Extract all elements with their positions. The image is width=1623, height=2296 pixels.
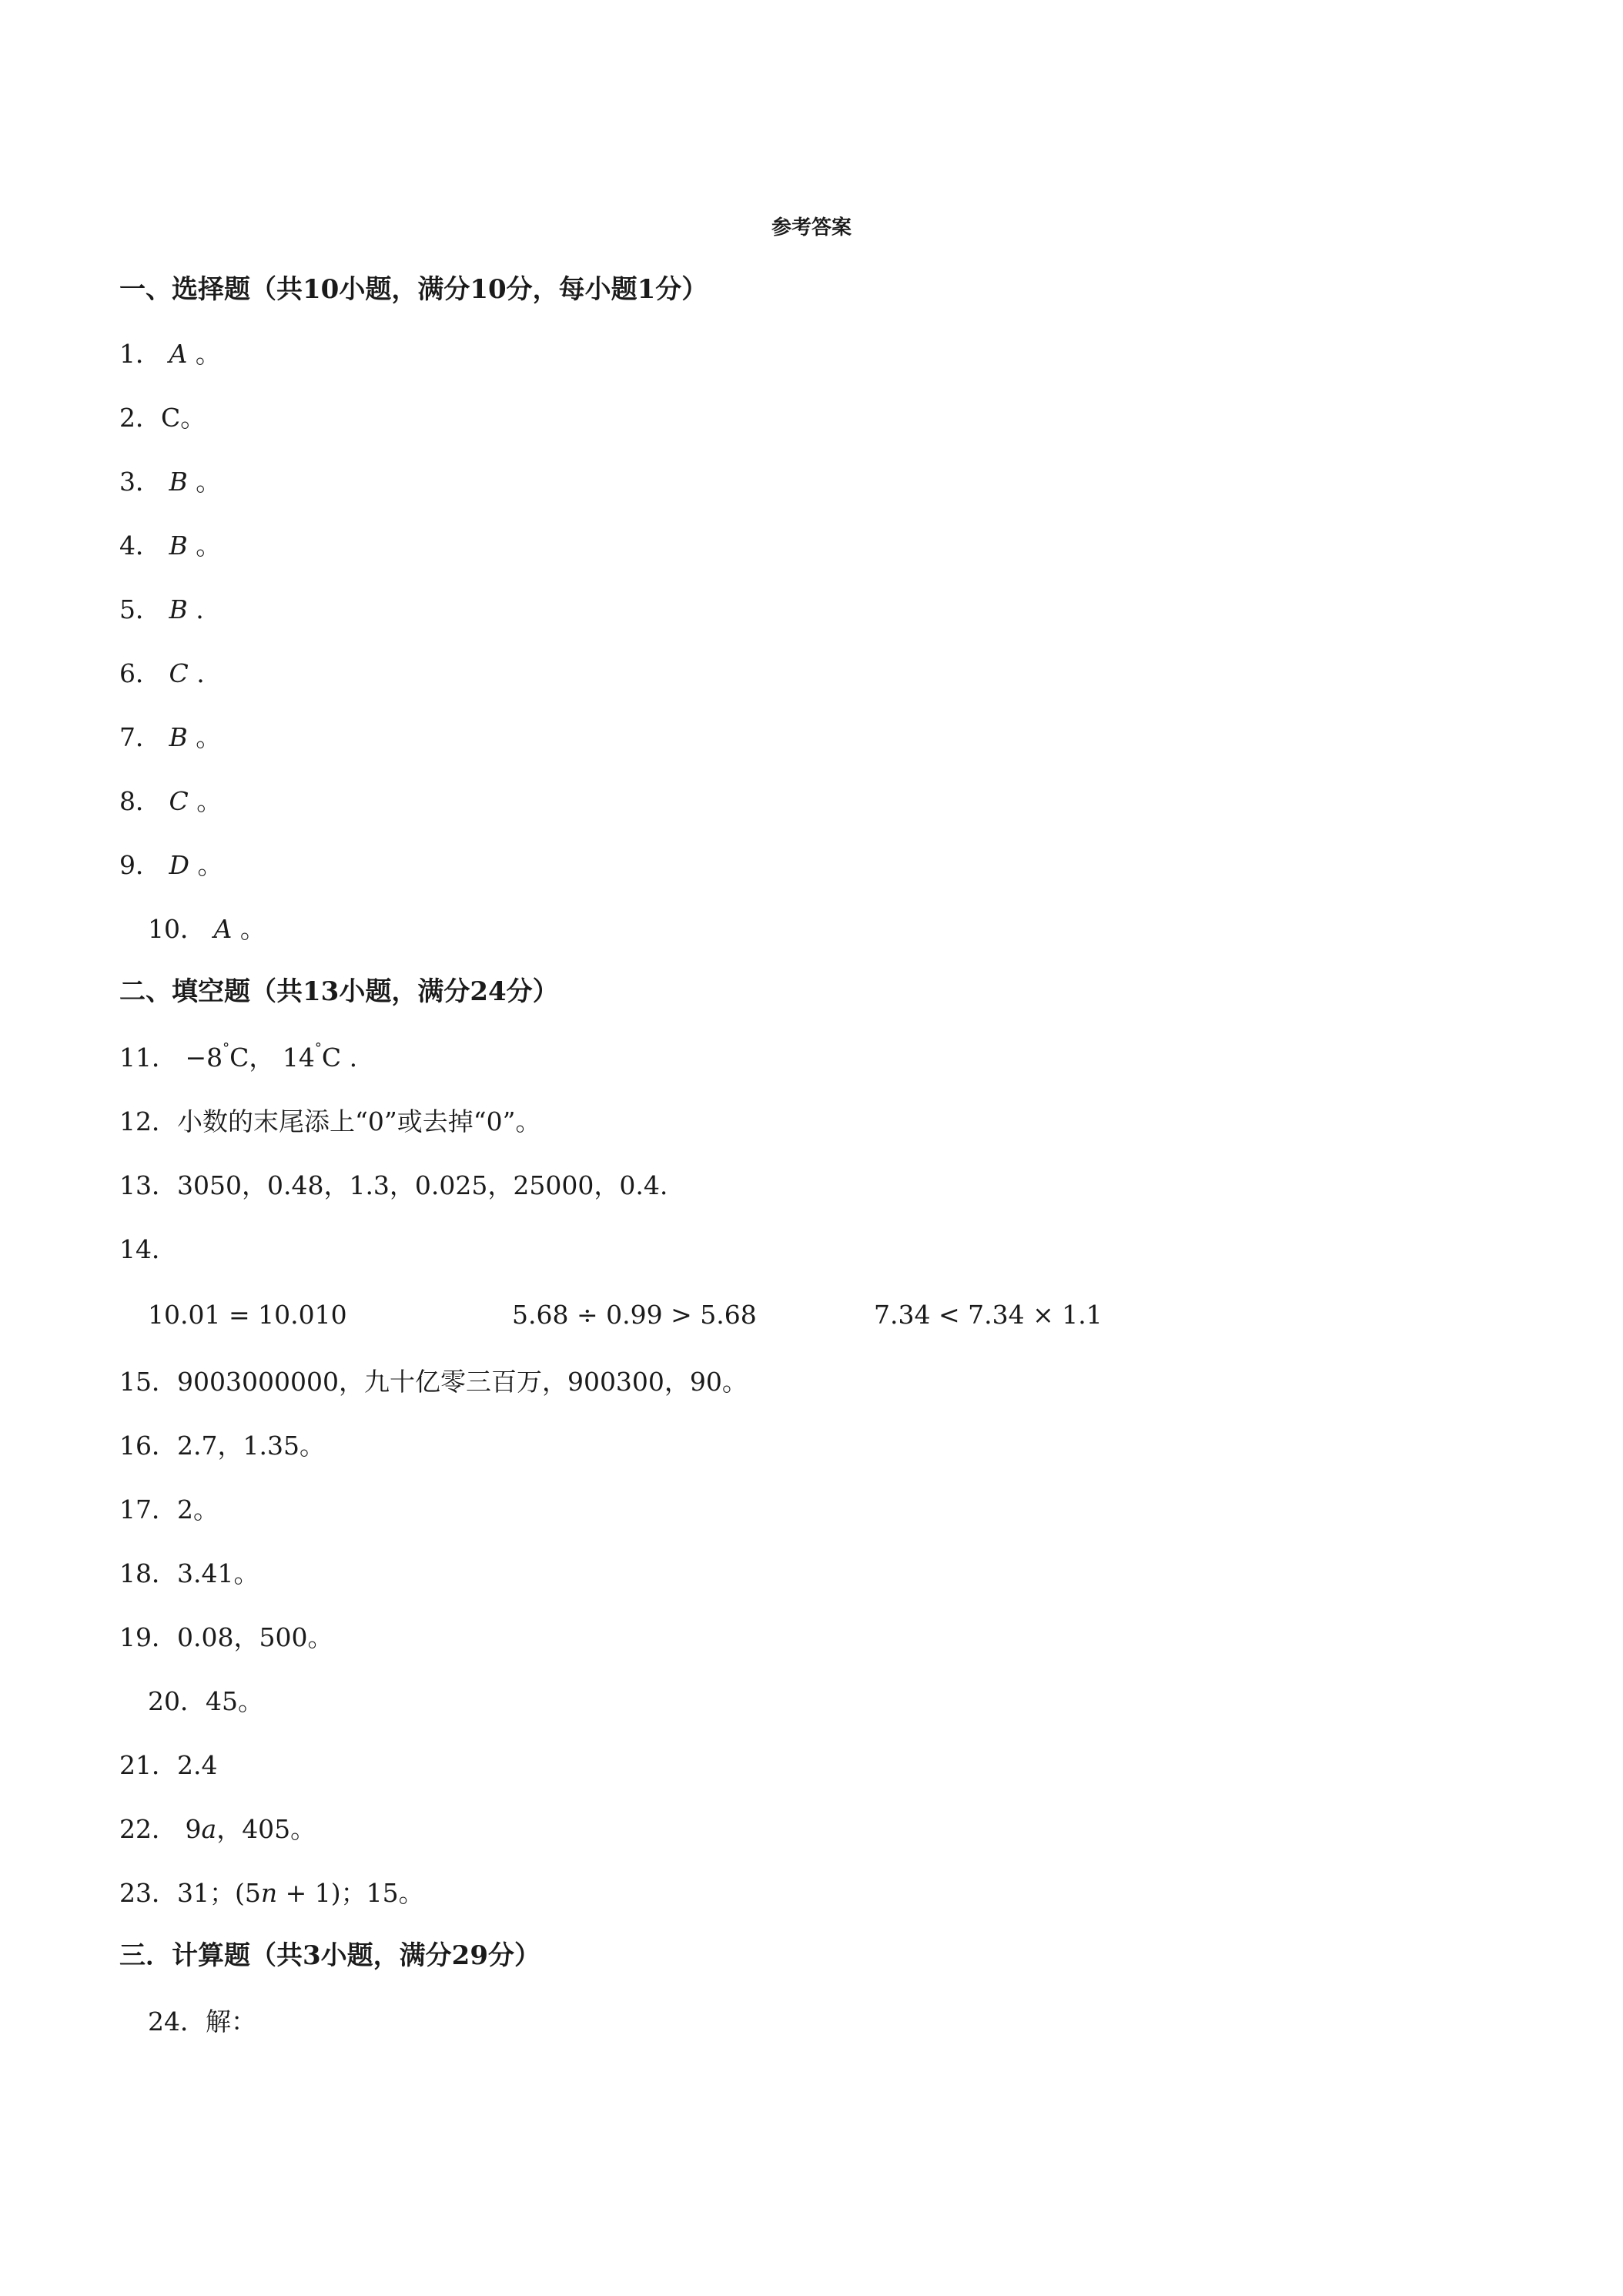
- temperature-2: 14: [282, 1043, 315, 1073]
- answer-2: 2．C。: [119, 403, 206, 433]
- answer-end: 。: [239, 914, 266, 944]
- answer-4: [119, 530, 221, 561]
- coefficient: 9: [185, 1814, 202, 1844]
- answer-10: [148, 914, 266, 945]
- page-title: 参考答案: [771, 216, 852, 239]
- answer-number: 6．: [119, 658, 161, 688]
- answer-24: 24．解：: [148, 2006, 256, 2037]
- answer-number: 3．: [119, 467, 161, 497]
- answer-3: [119, 467, 221, 497]
- answer-14-number: 14．: [119, 1234, 177, 1264]
- answer-22: [119, 1814, 316, 1845]
- answer-5: [119, 594, 204, 625]
- unit-c: C .: [321, 1043, 358, 1073]
- answer-end: 。: [196, 786, 223, 816]
- answer-value: A: [169, 339, 188, 369]
- answer-value: A: [213, 914, 233, 944]
- answer-7: [119, 722, 221, 753]
- answer-9: [119, 850, 223, 881]
- answer-value: C: [169, 786, 189, 816]
- answer-end: 。: [197, 850, 223, 880]
- answer-13: 13．3050，0.48，1.3，0.025，25000，0.4.: [119, 1170, 668, 1200]
- answer-8: [119, 786, 222, 817]
- answer-prefix: 23．31；(5: [119, 1878, 261, 1908]
- answer-18: 18．3.41。: [119, 1558, 259, 1588]
- answer-value: B: [169, 594, 188, 624]
- degree-symbol: °: [314, 1040, 322, 1056]
- answer-number: 10．: [148, 914, 206, 944]
- variable: a: [201, 1814, 217, 1844]
- answer-number: 7．: [119, 722, 161, 752]
- answer-number: 11．: [119, 1043, 177, 1073]
- answer-value: B: [169, 722, 188, 752]
- answer-19: 19．0.08，500。: [119, 1622, 333, 1652]
- answer-value: B: [169, 530, 188, 561]
- answer-6: [119, 658, 205, 689]
- comparison-2: 5.68 ÷ 0.99 > 5.68: [512, 1300, 757, 1330]
- answer-value: D: [169, 850, 189, 880]
- answer-number: 22．: [119, 1814, 177, 1844]
- answer-value: B: [169, 467, 188, 497]
- answer-15: 15．9003000000，九十亿零三百万，900300，90。: [119, 1367, 748, 1397]
- answer-23: [119, 1878, 424, 1909]
- unit-c: C，: [229, 1043, 275, 1073]
- section-heading-choice: 一、选择题（共10小题，满分10分，每小题1分）: [119, 274, 708, 305]
- answer-end: 。: [196, 467, 222, 497]
- answer-number: 1．: [119, 339, 161, 369]
- answer-20: 20．45。: [148, 1686, 263, 1716]
- answer-end: 。: [196, 722, 222, 752]
- answer-end: .: [196, 658, 205, 688]
- answer-rest: + 1)；15。: [277, 1878, 424, 1908]
- answer-value: C: [169, 658, 189, 688]
- answer-number: 4．: [119, 530, 161, 561]
- temperature-1: −8: [185, 1043, 223, 1073]
- answer-end: 。: [195, 339, 221, 369]
- degree-symbol: °: [223, 1040, 230, 1056]
- comparison-3: 7.34 < 7.34 × 1.1: [874, 1300, 1103, 1330]
- answer-number: 9．: [119, 850, 161, 880]
- answer-11: [119, 1040, 358, 1073]
- answer-end: 。: [196, 530, 222, 561]
- section-heading-fill: 二、填空题（共13小题，满分24分）: [119, 976, 559, 1007]
- comparison-1: 10.01 = 10.010: [148, 1300, 347, 1330]
- answer-end: .: [196, 594, 204, 624]
- answer-rest: ，405。: [216, 1814, 316, 1844]
- section-heading-calc: 三．计算题（共3小题，满分29分）: [119, 1940, 540, 1971]
- answer-number: 8．: [119, 786, 161, 816]
- answer-21: 21．2.4: [119, 1750, 218, 1780]
- answer-number: 5．: [119, 594, 161, 624]
- answer-17: 17．2。: [119, 1494, 219, 1525]
- answer-1: [119, 339, 221, 370]
- answer-12: 12．小数的末尾添上“0”或去掉“0”。: [119, 1106, 541, 1136]
- variable: n: [260, 1878, 278, 1908]
- answer-16: 16．2.7，1.35。: [119, 1431, 325, 1461]
